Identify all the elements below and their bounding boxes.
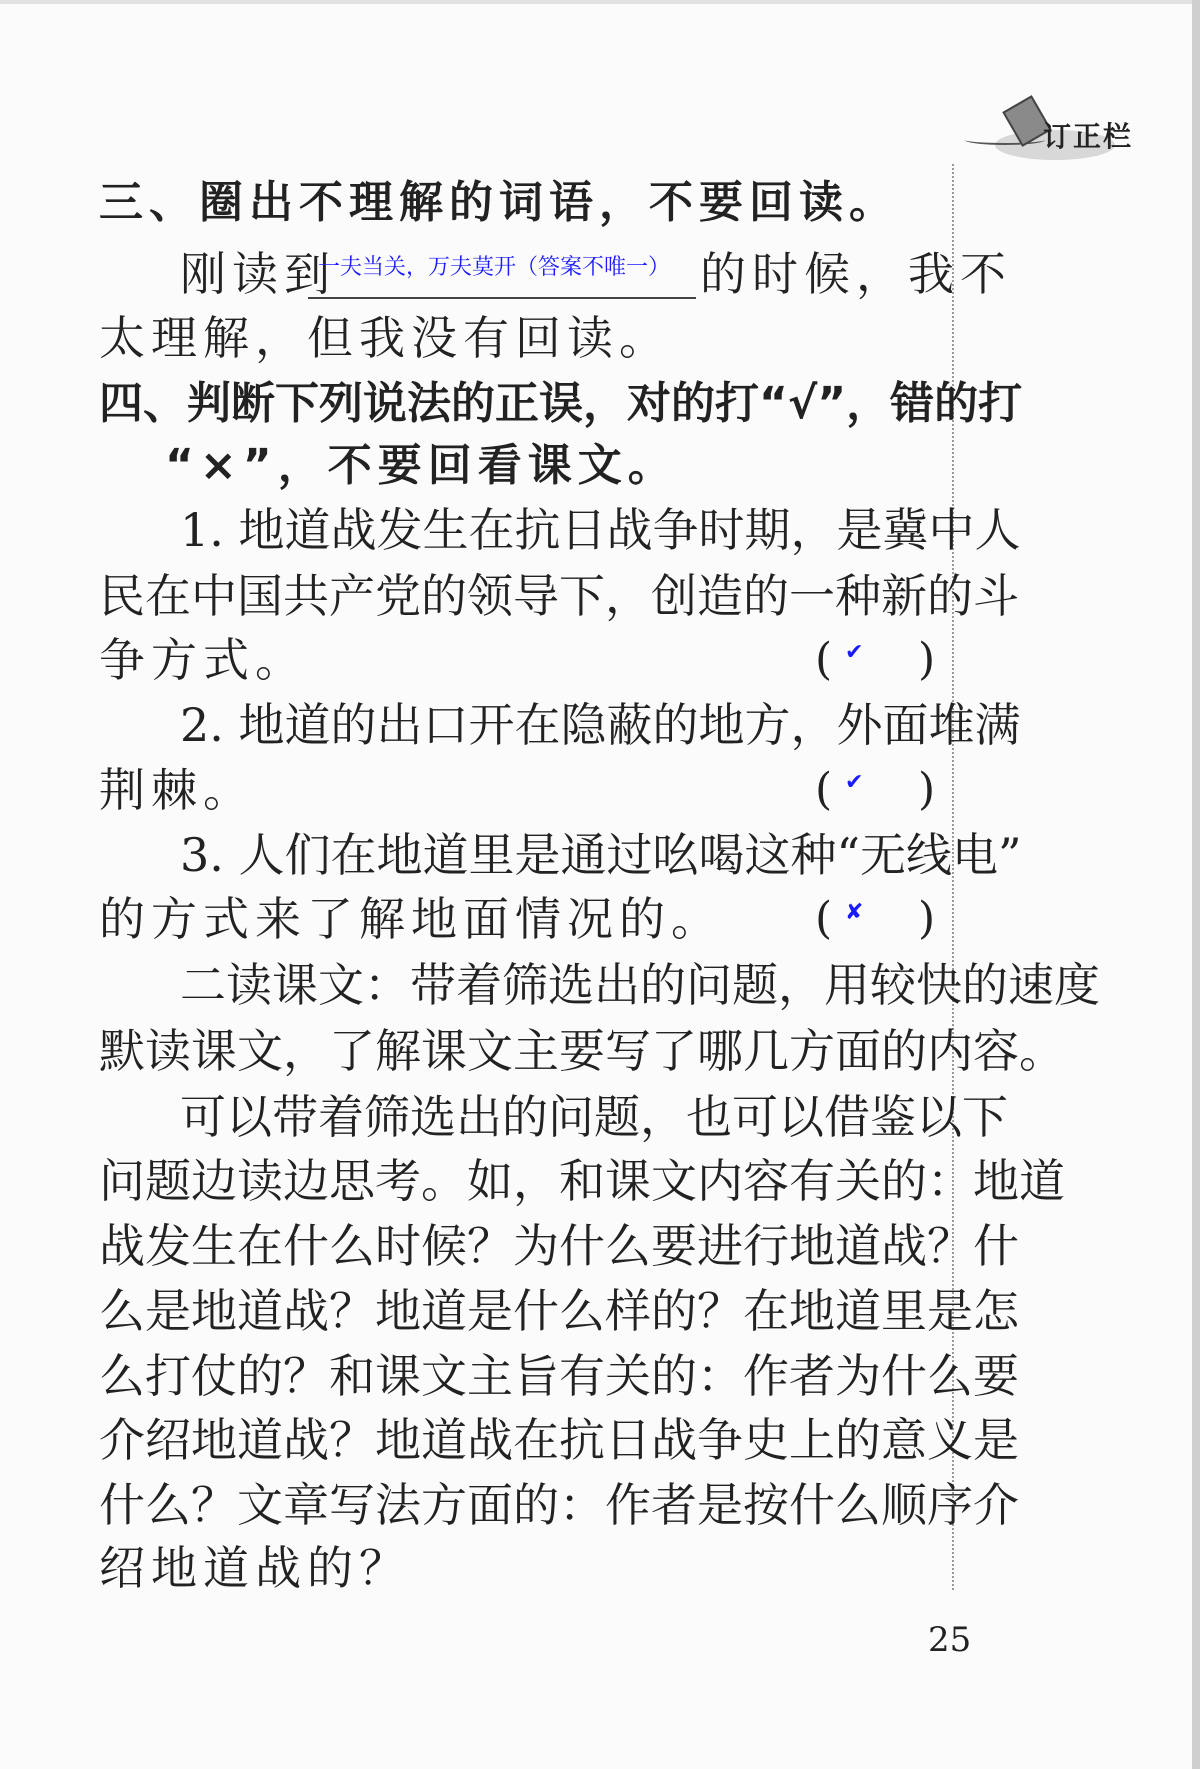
reading-p2-line3: 战发生在什么时候？为什么要进行地道战？什: [99, 1219, 1019, 1273]
reading-p2-line6: 介绍地道战？地道战在抗日战争史上的意义是: [99, 1413, 1019, 1467]
item1-close-paren: ): [918, 634, 936, 685]
answer-blank[interactable]: [308, 297, 696, 299]
item2-open-paren: (: [815, 764, 833, 815]
reading-p2-line2: 问题边读边思考。如，和课文内容有关的：地道: [99, 1154, 1065, 1208]
correction-column-header: [965, 95, 1155, 165]
s3-line2: 太理解，但我没有回读。: [99, 311, 671, 365]
item2-check-icon: ✔: [845, 770, 864, 795]
answer-text: 一夫当关，万夫莫开（答案不唯一）: [318, 255, 671, 280]
item3-line1: 3. 人们在地道里是通过吆喝这种“无线电”: [180, 828, 1022, 882]
page-number: 25: [928, 1620, 972, 1660]
item1-line1: 1. 地道战发生在抗日战争时期，是冀中人: [180, 503, 1021, 557]
reading-p2-line7: 什么？文章写法方面的：作者是按什么顺序介: [99, 1478, 1019, 1532]
item3-cross-icon: ✘: [845, 900, 864, 925]
s3-line1-after: 的时候，我不: [700, 247, 1012, 301]
item2-line1: 2. 地道的出口开在隐蔽的地方，外面堆满: [180, 698, 1021, 752]
item2-close-paren: ): [918, 764, 936, 815]
reading-p2-line5: 么打仗的？和课文主旨有关的：作者为什么要: [99, 1349, 1019, 1403]
item3-close-paren: ): [918, 893, 936, 944]
item1-line2: 民在中国共产党的领导下，创造的一种新的斗: [99, 569, 1019, 623]
item3-line2: 的方式来了解地面情况的。: [99, 892, 723, 946]
item3-open-paren: (: [815, 893, 833, 944]
section3-heading: 三、圈出不理解的词语，不要回读。: [99, 177, 899, 228]
reading-p2-line4: 么是地道战？地道是什么样的？在地道里是怎: [99, 1284, 1019, 1338]
header-title: 订正栏: [1043, 120, 1134, 153]
s3-line1-before: 刚读到: [180, 247, 336, 301]
reading-p2-line1: 可以带着筛选出的问题，也可以借鉴以下: [180, 1090, 1008, 1144]
reading-p1-line1: 二读课文：带着筛选出的问题，用较快的速度: [180, 958, 1100, 1012]
page-top-edge: [0, 0, 1200, 4]
page-right-edge: [1192, 0, 1200, 1769]
section4-heading-2: “×”，不要回看课文。: [165, 440, 678, 491]
item1-open-paren: (: [815, 634, 833, 685]
section4-heading-1: 四、判断下列说法的正误，对的打“√”，错的打: [99, 378, 1023, 429]
item2-line2: 荆棘。: [99, 763, 255, 817]
reading-p1-line2: 默读课文，了解课文主要写了哪几方面的内容。: [99, 1024, 1065, 1078]
reading-p2-line8: 绍地道战的？: [99, 1541, 411, 1595]
item1-check-icon: ✔: [845, 640, 864, 665]
item1-line3: 争方式。: [99, 633, 307, 687]
